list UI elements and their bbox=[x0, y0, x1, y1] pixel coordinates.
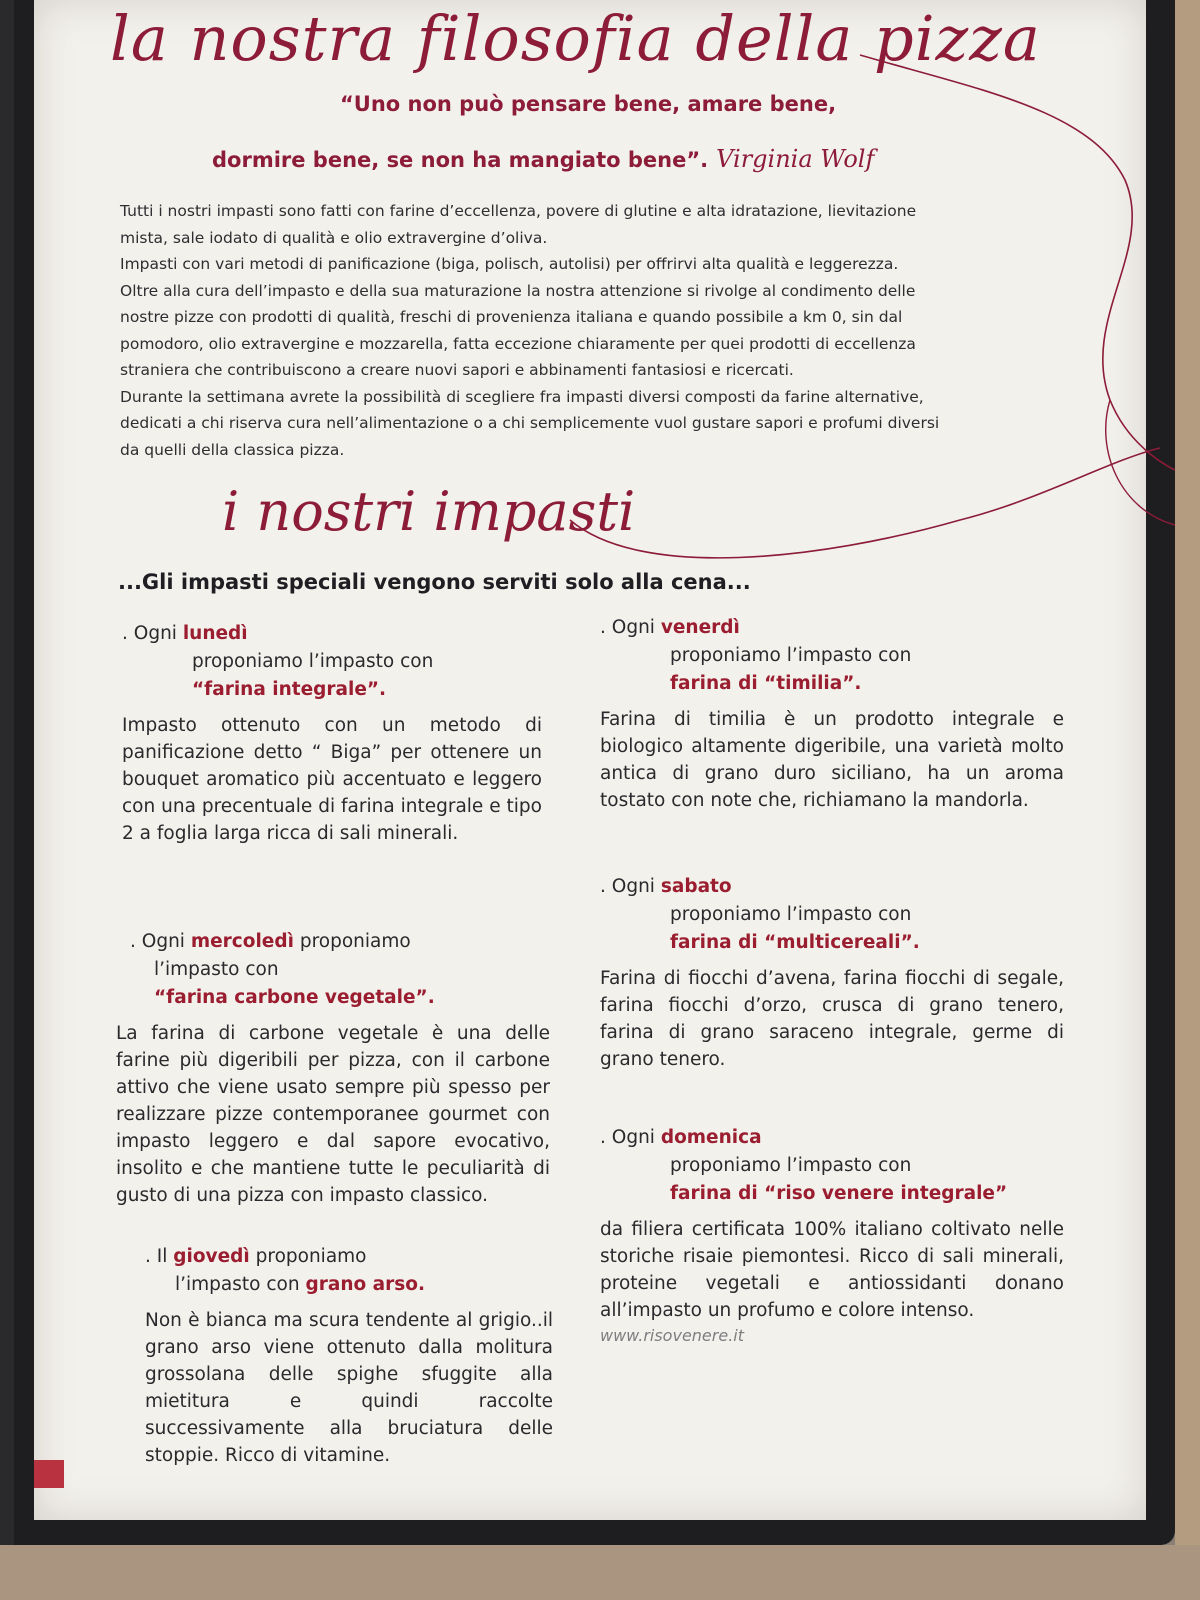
day-lead: l’impasto con bbox=[175, 1274, 300, 1295]
flour-description: La farina di carbone vegetale è una delle farine più digeribili per pizza, con il carbone attivo che viene usato sempre più spesso per realizzare pizze contemporanee gourmet con impasto leggero e dal sapore evocativo, insolito e che mantiene tutte le peculiarità di gusto di una pizza con impasto classico. bbox=[116, 1023, 550, 1206]
day-lead-inline: proponiamo bbox=[255, 1246, 367, 1267]
flour-description: Non è bianca ma scura tendente al grigio..il grano arso viene ottenuto dalla molitura grossolana delle spighe sfuggite alla mietitura e quindi raccolte successivamente alla bruciatura delle stoppie. Ricco di vitamine. bbox=[145, 1310, 553, 1466]
day-prefix: . Ogni bbox=[130, 931, 185, 952]
flour-description: Farina di timilia è un prodotto integrale e biologico altamente digeribile, una varietà molto antica di grano duro siciliano, ha un aroma tostato con note che, richiamano la mandorla. bbox=[600, 709, 1064, 811]
day-block-domenica bbox=[600, 1124, 1064, 1345]
flour-description: Impasto ottenuto con un metodo di panificazione detto “ Biga” per ottenere un bouquet aromatico più accentuato e leggero con una precentuale di farina integrale e tipo 2 a foglia larga ricca di sali minerali. bbox=[122, 715, 542, 844]
day-block-giovedi bbox=[145, 1243, 553, 1469]
dinner-notice: ...Gli impasti speciali vengono serviti solo alla cena... bbox=[118, 570, 751, 594]
day-lead: l’impasto con bbox=[154, 959, 279, 980]
day-prefix: . Il bbox=[145, 1246, 168, 1267]
day-prefix: . Ogni bbox=[600, 876, 655, 897]
intro-line: nostre pizze con prodotti di qualità, freschi di provenienza italiana e quando possibile a km 0, sin dal bbox=[120, 308, 903, 326]
quote-line-2-text: dormire bene, se non ha mangiato bene”. bbox=[212, 148, 709, 172]
day-prefix: . Ogni bbox=[600, 1127, 655, 1148]
quote-line-2 bbox=[212, 145, 874, 173]
flour-name: “farina integrale”. bbox=[192, 679, 387, 700]
day-name: sabato bbox=[660, 876, 732, 897]
section-title: i nostri impasti bbox=[222, 480, 636, 543]
day-block-lunedi bbox=[122, 620, 542, 847]
flour-name: farina di “multicereali”. bbox=[670, 932, 920, 953]
floor-surface bbox=[0, 1545, 1200, 1600]
flour-name: grano arso. bbox=[305, 1274, 425, 1295]
intro-line: Durante la settimana avrete la possibilità di scegliere fra impasti diversi composti da farine alternative, bbox=[120, 387, 924, 406]
red-page-tab bbox=[34, 1460, 64, 1488]
day-lead: proponiamo l’impasto con bbox=[670, 1155, 912, 1176]
flour-name: “farina carbone vegetale”. bbox=[154, 987, 435, 1008]
intro-line: dedicati a chi riserva cura nell’alimentazione o a chi semplicemente vuol gustare sapori e profumi diversi bbox=[120, 414, 940, 432]
binder-edge bbox=[0, 0, 14, 1545]
flour-description: da filiera certificata 100% italiano coltivato nelle storiche risaie piemontesi. Ricco di sali minerali, proteine vegetali e antiossidanti donano all’impasto un profumo e colore intenso. bbox=[600, 1219, 1064, 1321]
intro-line: da quelli della classica pizza. bbox=[120, 440, 345, 459]
day-name: mercoledì bbox=[190, 931, 294, 952]
day-lead: proponiamo l’impasto con bbox=[670, 904, 912, 925]
flour-description: Farina di fiocchi d’avena, farina fiocchi di segale, farina fiocchi d’orzo, crusca di grano tenero, farina di grano saraceno integrale, germe di grano tenero. bbox=[600, 968, 1064, 1070]
flour-name: farina di “timilia”. bbox=[670, 673, 862, 694]
day-prefix: . Ogni bbox=[122, 623, 177, 644]
website-link[interactable]: www.risovenere.it bbox=[600, 1326, 744, 1345]
intro-paragraph bbox=[120, 198, 1062, 463]
day-name: domenica bbox=[660, 1127, 762, 1148]
intro-line: Impasti con vari metodi di panificazione (biga, polisch, autolisi) per offrirvi alta qualità e leggerezza. bbox=[120, 255, 899, 273]
intro-line: Oltre alla cura dell’impasto e della sua maturazione la nostra attenzione si rivolge al condimento delle bbox=[120, 281, 916, 300]
day-block-sabato bbox=[600, 873, 1064, 1073]
day-block-mercoledi bbox=[116, 928, 550, 1209]
day-name: lunedì bbox=[182, 623, 248, 644]
intro-line: Tutti i nostri impasti sono fatti con farine d’eccellenza, povere di glutine e alta idratazione, lievitazione bbox=[120, 202, 917, 220]
day-lead-inline: proponiamo bbox=[299, 931, 411, 952]
intro-line: pomodoro, olio extravergine e mozzarella, fatta eccezione chiaramente per quei prodotti di eccellenza bbox=[120, 334, 916, 353]
intro-line: straniera che contribuiscono a creare nuovi sapori e abbinamenti fantasiosi e ricercati. bbox=[120, 361, 794, 379]
flour-name: farina di “riso venere integrale” bbox=[670, 1183, 1008, 1204]
page-title: la nostra filosofia della pizza bbox=[110, 2, 1041, 75]
quote-line-1: “Uno non può pensare bene, amare bene, bbox=[340, 92, 837, 116]
day-lead: proponiamo l’impasto con bbox=[670, 645, 912, 666]
day-name: venerdì bbox=[660, 617, 740, 638]
table-surface bbox=[1175, 0, 1200, 1600]
intro-line: mista, sale iodato di qualità e olio extravergine d’oliva. bbox=[120, 228, 548, 247]
day-lead: proponiamo l’impasto con bbox=[192, 651, 434, 672]
day-prefix: . Ogni bbox=[600, 617, 655, 638]
day-name: giovedì bbox=[173, 1246, 250, 1267]
day-block-venerdi bbox=[600, 614, 1064, 814]
quote-author: Virginia Wolf bbox=[716, 145, 875, 173]
